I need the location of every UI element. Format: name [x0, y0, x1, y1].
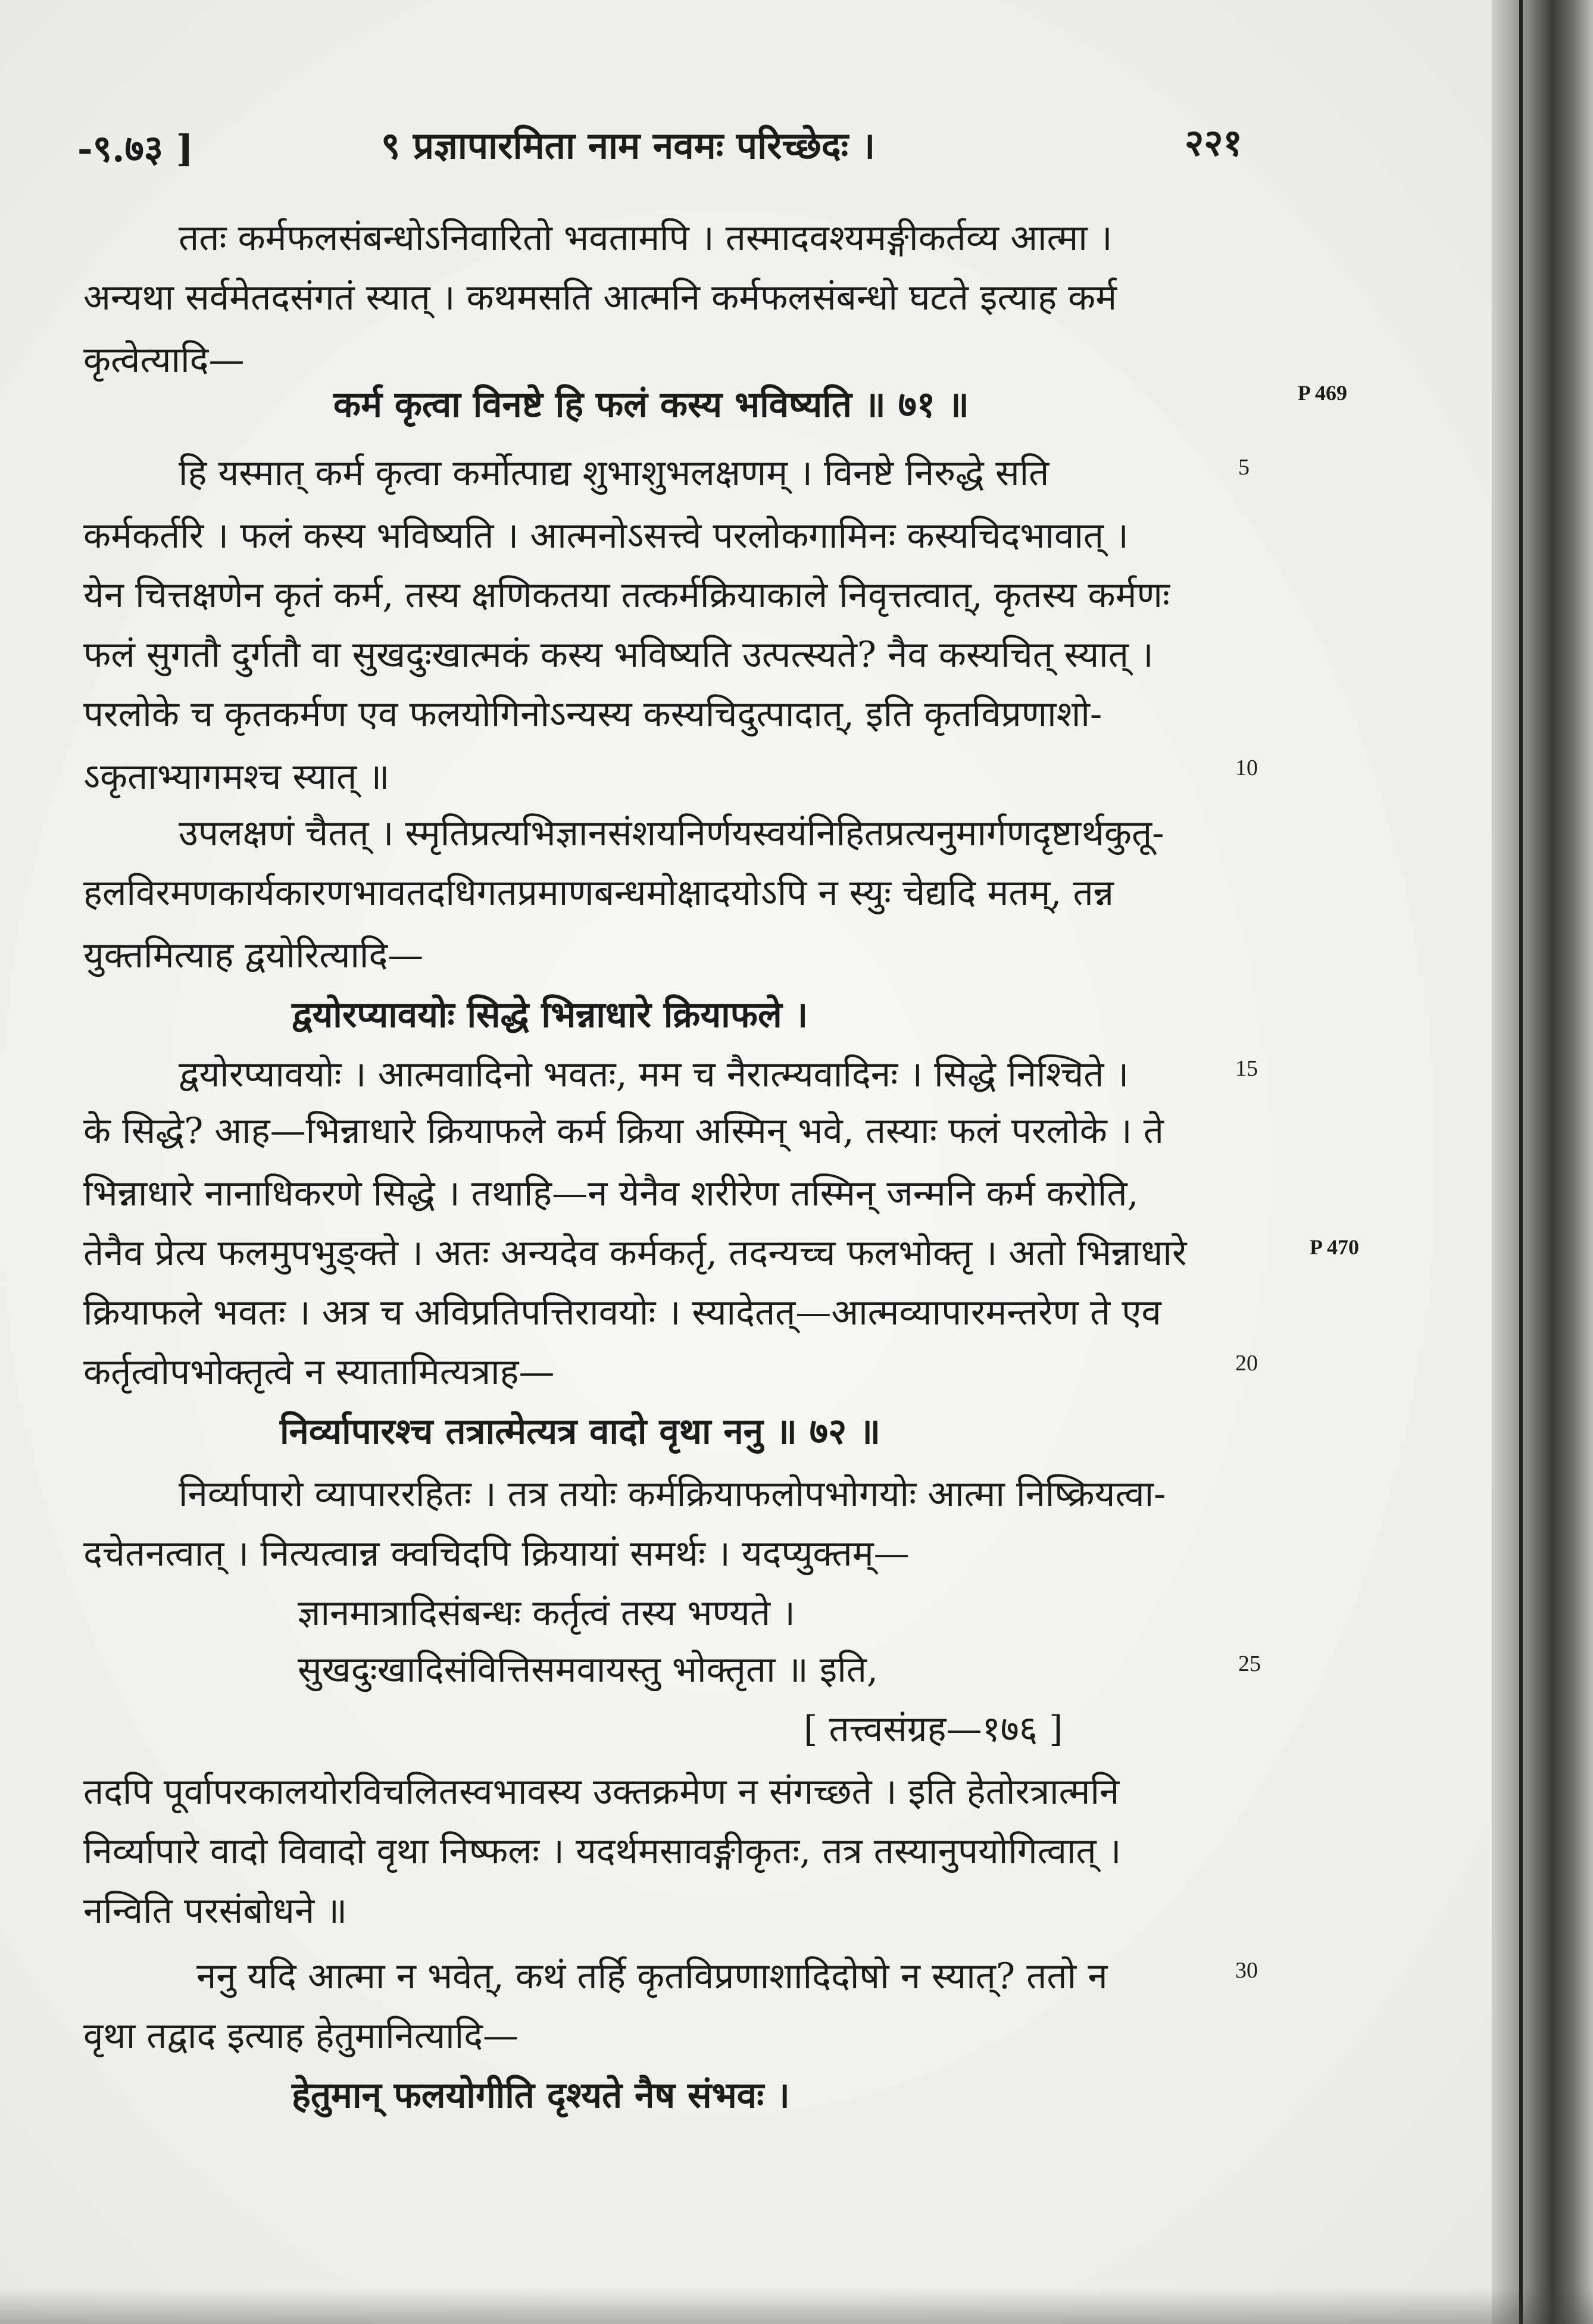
text-line: द्वयोरप्यावयोः । आत्मवादिनो भवतः, मम च नैरात्म्यवादिनः । सिद्धे निश्चिते ।	[179, 1054, 1129, 1095]
text-line: युक्तमित्याह द्वयोरित्यादि—	[83, 935, 424, 976]
line-number: 20	[1235, 1351, 1258, 1376]
header-left: -९.७३ ]	[77, 127, 193, 170]
text-line: कर्तृत्वोपभोक्तृत्वे न स्यातामित्यत्राह—	[83, 1351, 555, 1393]
text-line: ननु यदि आत्मा न भवेत्, कथं तर्हि कृतविप्रणाशादिदोषो न स्यात्? ततो न	[196, 1956, 1108, 1997]
text-line: भिन्नाधारे नानाधिकरणे सिद्धे । तथाहि—न येनैव शरीरेण तस्मिन् जन्मनि कर्म करोति,	[83, 1173, 1139, 1214]
line-number: 30	[1235, 1958, 1258, 1983]
text-line: निर्व्यापारे वादो विवादो वृथा निष्फलः । यदर्थमसावङ्गीकृतः, तत्र तस्यानुपयोगित्वात् ।	[83, 1831, 1122, 1872]
header-center: ९ प्रज्ञापारमिता नाम नवमः परिच्छेदः ।	[381, 124, 876, 167]
verse-line: कर्म कृत्वा विनष्टे हि फलं कस्य भविष्यति ॥ ७१ ॥	[333, 384, 969, 426]
page-bottom-edge	[0, 2288, 1593, 2324]
text-line: हलविरमणकार्यकारणभावतदधिगतप्रमाणबन्धमोक्षादयोऽपि न स्युः चेद्यदि मतम्, तन्न	[83, 872, 1114, 914]
text-line: वृथा तद्वाद इत्याह हेतुमानित्यादि—	[83, 2015, 519, 2057]
header-page-number: २२१	[1185, 121, 1242, 164]
text-line: ततः कर्मफलसंबन्धोऽनिवारितो भवतामपि । तस्मादवश्यमङ्गीकर्तव्य आत्मा ।	[179, 217, 1113, 259]
line-number: 10	[1235, 755, 1258, 780]
quoted-verse-line: सुखदुःखादिसंवित्तिसमवायस्तु भोक्तृता ॥ इति,	[298, 1649, 879, 1691]
book-spine	[1492, 0, 1593, 2324]
text-line: तेनैव प्रेत्य फलमुपभुङ्क्ते । अतः अन्यदेव कर्मकर्तृ, तदन्यच्च फलभोक्तृ । अतो भिन्नाधारे	[83, 1232, 1187, 1274]
page-reference: P 469	[1298, 381, 1348, 405]
text-line: ऽकृताभ्यागमश्च स्यात् ॥	[83, 756, 390, 798]
text-line: नन्विति परसंबोधने ॥	[83, 1890, 348, 1932]
verse-line: निर्व्यापारश्च तत्रात्मेत्यत्र वादो वृथा ननु ॥ ७२ ॥	[280, 1411, 881, 1452]
text-line: दचेतनत्वात् । नित्यत्वान्न क्वचिदपि क्रियायां समर्थः । यदप्युक्तम्—	[83, 1533, 910, 1575]
spine-shadow-line	[1519, 0, 1523, 2324]
line-number: 25	[1238, 1651, 1261, 1676]
citation: [ तत्त्वसंग्रह—१७६ ]	[804, 1708, 1063, 1750]
text-line: येन चित्तक्षणेन कृतं कर्म, तस्य क्षणिकतया तत्कर्मक्रियाकाले निवृत्तत्वात्, कृतस्य कर्मणः	[83, 574, 1170, 616]
text-line: अन्यथा सर्वमेतदसंगतं स्यात् । कथमसति आत्मनि कर्मफलसंबन्धो घटते इत्याह कर्म	[83, 277, 1117, 318]
verse-line: हेतुमान् फलयोगीति दृश्यते नैष संभवः ।	[292, 2075, 790, 2116]
text-line: फलं सुगतौ दुर्गतौ वा सुखदुःखात्मकं कस्य भविष्यति उत्पत्स्यते? नैव कस्यचित् स्यात् ।	[83, 634, 1154, 676]
verse-line: द्वयोरप्यावयोः सिद्धे भिन्नाधारे क्रियाफले ।	[292, 994, 808, 1036]
page-reference: P 470	[1310, 1235, 1360, 1259]
text-line: के सिद्धे? आह—भिन्नाधारे क्रियाफले कर्म क्रिया अस्मिन् भवे, तस्याः फलं परलोके । ते	[83, 1110, 1164, 1152]
line-number: 15	[1235, 1056, 1258, 1081]
text-line: निर्व्यापारो व्यापाररहितः । तत्र तयोः कर्मक्रियाफलोपभोगयोः आत्मा निष्क्रियत्वा-	[179, 1473, 1166, 1515]
text-line: हि यस्मात् कर्म कृत्वा कर्मोत्पाद्य शुभाशुभलक्षणम् । विनष्टे निरुद्धे सति	[179, 452, 1049, 494]
line-number: 5	[1238, 455, 1250, 480]
text-line: कर्मकर्तरि । फलं कस्य भविष्यति । आत्मनोऽसत्त्वे परलोकगामिनः कस्यचिदभावात् ।	[83, 515, 1129, 557]
text-line: कृत्वेत्यादि—	[83, 339, 245, 381]
text-line: उपलक्षणं चैतत् । स्मृतिप्रत्यभिज्ञानसंशयनिर्णयस्वयंनिहितप्रत्यनुमार्गणदृष्टार्थकुतू-	[179, 813, 1164, 854]
quoted-verse-line: ज्ञानमात्रादिसंबन्धः कर्तृत्वं तस्य भण्यते ।	[298, 1592, 795, 1634]
text-line: परलोके च कृतकर्मण एव फलयोगिनोऽन्यस्य कस्यचिदुत्पादात्, इति कृतविप्रणाशो-	[83, 694, 1102, 735]
text-line: क्रियाफले भवतः । अत्र च अविप्रतिपत्तिरावयोः । स्यादेतत्—आत्मव्यापारमन्तरेण ते एव	[83, 1292, 1161, 1333]
text-line: तदपि पूर्वापरकालयोरविचलितस्वभावस्य उक्तक्रमेण न संगच्छते । इति हेतोरत्रात्मनि	[83, 1771, 1120, 1813]
